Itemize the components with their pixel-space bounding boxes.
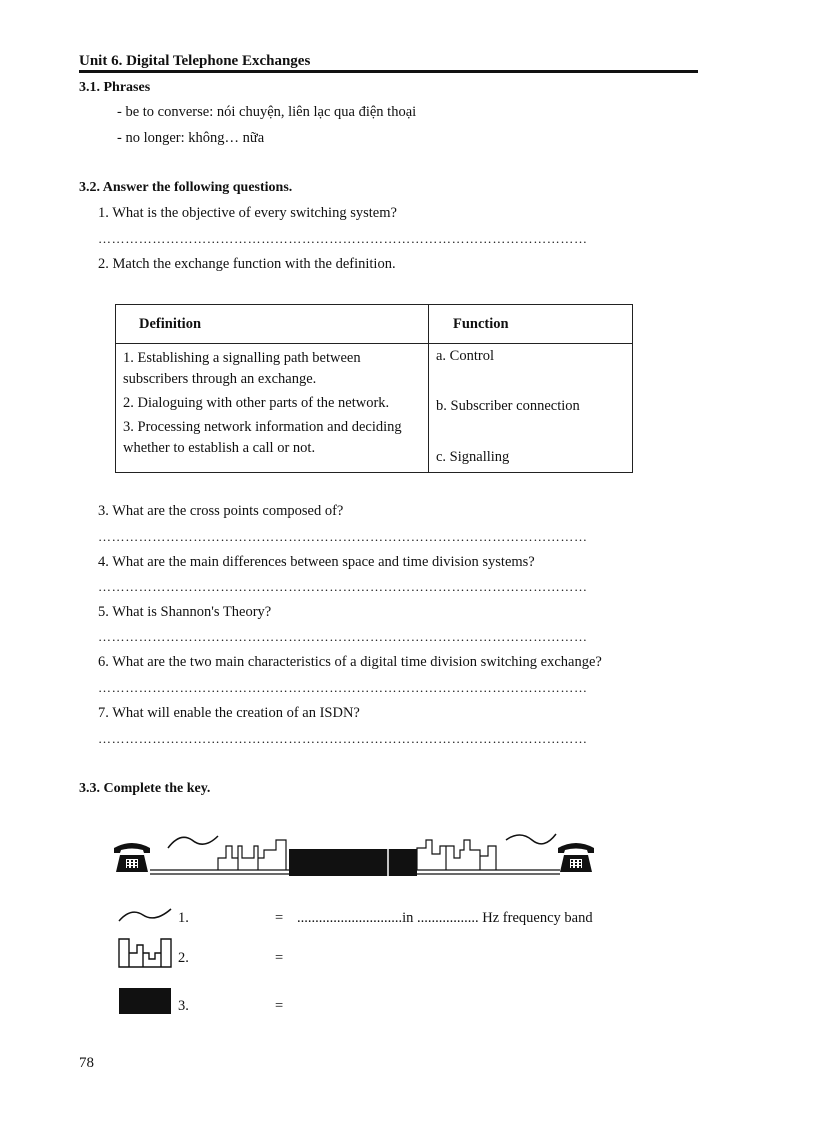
pulse-train-left-icon (218, 840, 286, 870)
key-1-number: 1. (178, 910, 189, 926)
key-2-number: 2. (178, 950, 189, 966)
answer-line-7: ……………………………………………………………………………………………… (98, 731, 588, 746)
phrase-item: - no longer: không… nữa (117, 130, 265, 146)
function-item: b. Subscriber connection (436, 398, 580, 414)
definition-item: 1. Establishing a signalling path between subscribers through an exchange. (123, 350, 361, 387)
function-item: a. Control (436, 348, 494, 364)
analog-wave-right-icon (506, 834, 556, 844)
definition-column-header: Definition (116, 305, 429, 344)
definitions-cell (116, 344, 429, 473)
phrases-heading: 3.1. Phrases (79, 80, 151, 95)
definition-item: 3. Processing network information and deciding whether to establish a call or not. (123, 419, 402, 456)
question-5: 5. What is Shannon's Theory? (98, 604, 272, 620)
question-4: 4. What are the main differences between space and time division systems? (98, 554, 535, 570)
title-underline (79, 70, 698, 73)
digital-block-icon (289, 849, 417, 876)
analog-wave-left-icon (168, 836, 218, 848)
digital-block-key-icon (119, 988, 171, 1014)
answer-line-5: ……………………………………………………………………………………………… (98, 629, 588, 644)
answer-line-4: ……………………………………………………………………………………………… (98, 579, 588, 594)
function-column-header: Function (429, 305, 633, 344)
analog-wave-icon (117, 905, 173, 927)
function-item: c. Signalling (436, 449, 510, 465)
question-6: 6. What are the two main characteristics of a digital time division switching exchange? (98, 654, 602, 670)
pulse-train-icon (117, 935, 175, 969)
key-3-number: 3. (178, 998, 189, 1014)
telephone-line-diagram (108, 826, 608, 886)
question-3: 3. What are the cross points composed of? (98, 503, 344, 519)
key-1-equals: = (275, 910, 284, 926)
question-1: 1. What is the objective of every switching system? (98, 205, 397, 221)
answer-line-1: ……………………………………………………………………………………………… (98, 231, 588, 246)
questions-heading: 3.2. Answer the following questions. (79, 180, 293, 195)
key-3-equals: = (275, 998, 284, 1014)
question-7: 7. What will enable the creation of an ISDN? (98, 705, 360, 721)
unit-title: Unit 6. Digital Telephone Exchanges (79, 53, 311, 69)
key-2-equals: = (275, 950, 284, 966)
functions-cell (429, 344, 633, 473)
pulse-train-right-icon (417, 840, 496, 870)
telephone-left-icon (114, 843, 150, 872)
key-1-blank: .............................in ................. Hz frequency band (297, 910, 593, 926)
key-heading: 3.3. Complete the key. (79, 781, 211, 796)
answer-line-6: ……………………………………………………………………………………………… (98, 680, 588, 695)
phrase-item: - be to converse: nói chuyện, liên lạc qua điện thoại (117, 104, 417, 120)
answer-line-3: ……………………………………………………………………………………………… (98, 529, 588, 544)
telephone-right-icon (558, 843, 594, 872)
matching-table (115, 304, 633, 473)
question-2: 2. Match the exchange function with the definition. (98, 256, 396, 272)
definition-item: 2. Dialoguing with other parts of the network. (123, 395, 390, 411)
page-number: 78 (79, 1055, 94, 1071)
